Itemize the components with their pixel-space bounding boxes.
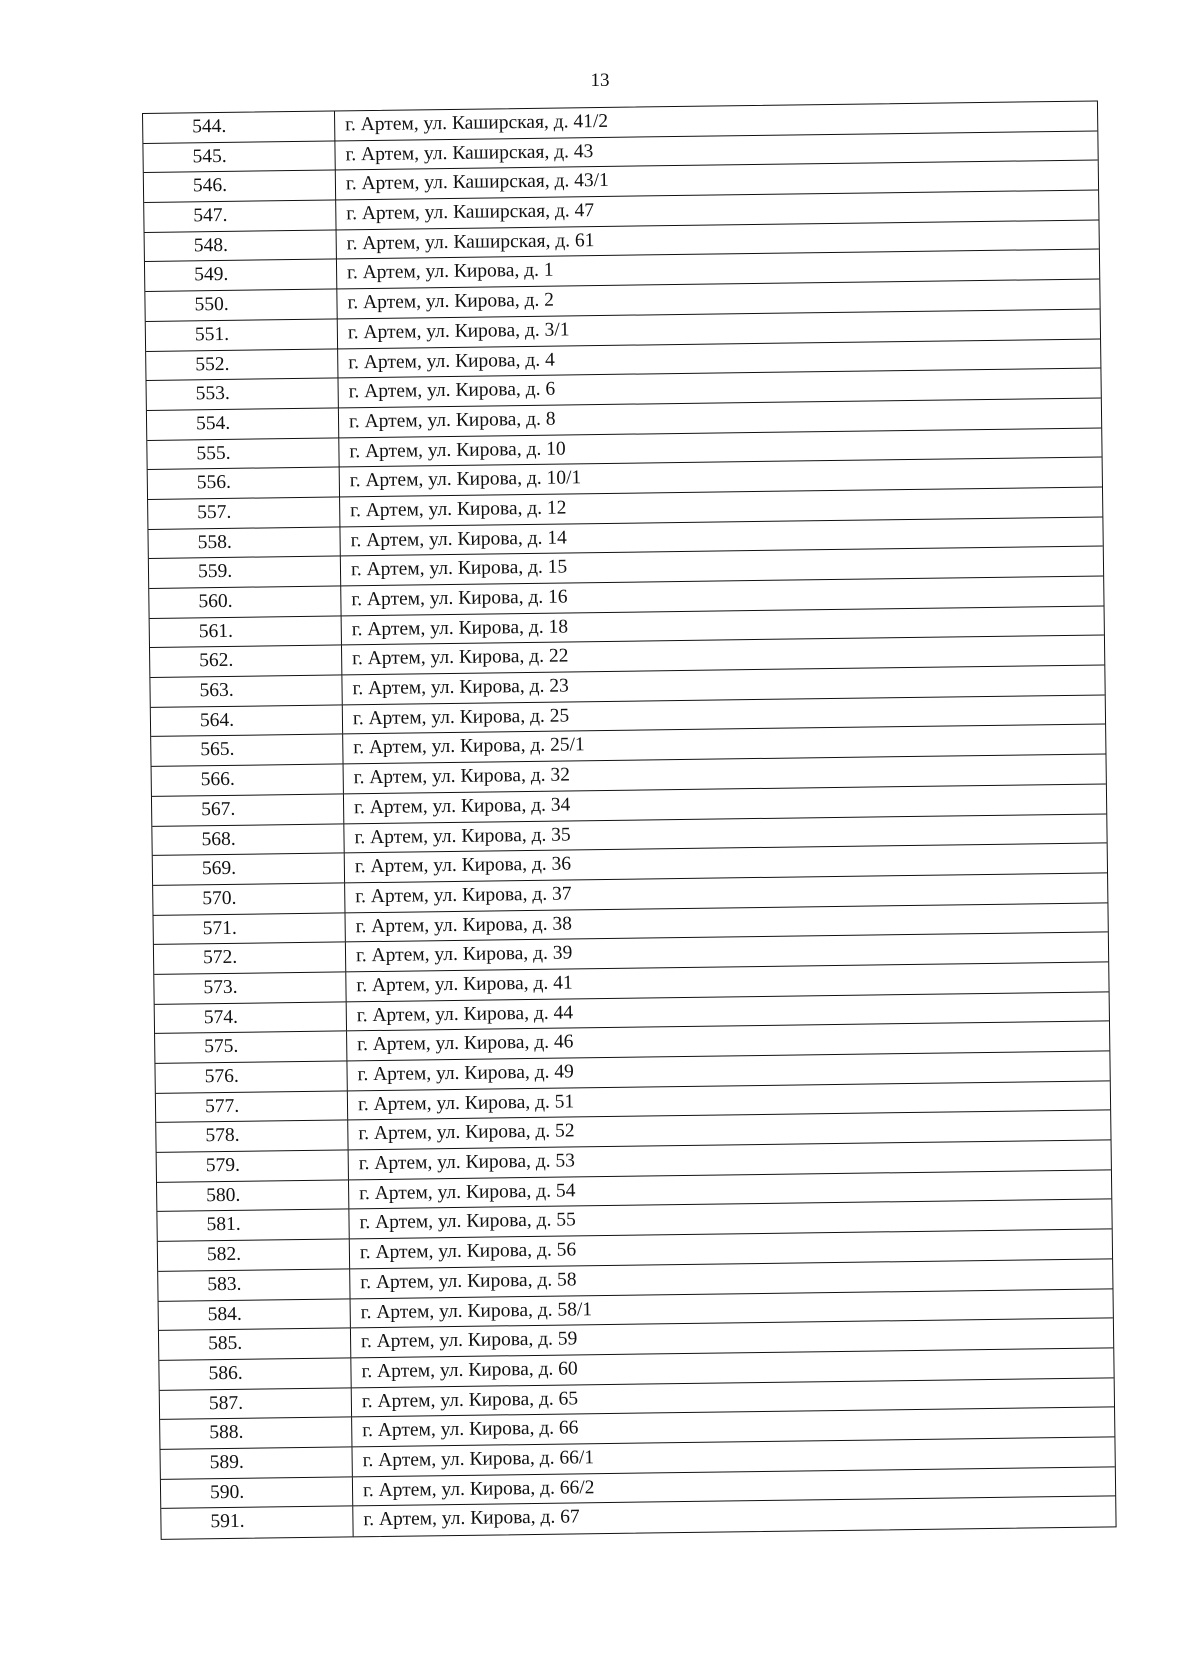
row-number-cell: 546. (144, 171, 336, 202)
row-number-cell: 545. (143, 141, 335, 172)
address-cell: г. Артем, ул. Кирова, д. 44 (356, 1002, 574, 1026)
address-cell: г. Артем, ул. Кирова, д. 36 (354, 853, 572, 878)
address-cell: г. Артем, ул. Кирова, д. 54 (359, 1180, 576, 1204)
row-number-cell: 582. (158, 1240, 350, 1271)
row-number-cell: 586. (159, 1358, 351, 1389)
address-cell: г. Артем, ул. Кирова, д. 2 (347, 289, 555, 314)
address-cell: г. Артем, ул. Кирова, д. 15 (350, 556, 568, 581)
row-number-cell: 561. (150, 616, 342, 647)
row-number-cell: 575. (155, 1032, 347, 1063)
row-number-cell: 578. (156, 1121, 348, 1152)
row-number-cell: 577. (156, 1091, 348, 1122)
address-cell: г. Артем, ул. Каширская, д. 47 (346, 200, 595, 225)
address-cell: г. Артем, ул. Кирова, д. 51 (357, 1091, 575, 1115)
row-number-cell: 588. (160, 1418, 352, 1449)
row-number-cell: 547. (144, 201, 336, 232)
address-cell: г. Артем, ул. Кирова, д. 58 (360, 1269, 577, 1294)
address-cell: г. Артем, ул. Кирова, д. 59 (360, 1328, 578, 1353)
row-number-cell: 553. (147, 379, 339, 410)
row-number-cell: 551. (146, 319, 338, 350)
address-cell: г. Артем, ул. Кирова, д. 58/1 (360, 1298, 593, 1323)
page-number: 13 (590, 70, 610, 91)
row-number-cell: 559. (149, 557, 341, 588)
row-number-cell: 580. (157, 1180, 349, 1211)
row-number-cell: 558. (148, 527, 340, 558)
row-number-cell: 555. (147, 438, 339, 469)
row-number-cell: 550. (145, 290, 337, 321)
address-cell: г. Артем, ул. Кирова, д. 49 (357, 1061, 574, 1086)
address-cell: г. Артем, ул. Кирова, д. 56 (359, 1239, 577, 1264)
row-number-cell: 556. (148, 468, 340, 499)
address-cell: г. Артем, ул. Кирова, д. 66 (362, 1417, 579, 1442)
row-number-cell: 573. (154, 972, 346, 1003)
row-number-cell: 572. (154, 943, 346, 974)
row-number-cell: 581. (157, 1210, 349, 1241)
address-cell: г. Артем, ул. Кирова, д. 53 (358, 1150, 576, 1175)
row-number-cell: 563. (150, 675, 342, 706)
address-cell: г. Артем, ул. Кирова, д. 6 (348, 378, 556, 403)
row-number-cell: 562. (150, 646, 342, 677)
address-cell: г. Артем, ул. Каширская, д. 41/2 (345, 110, 609, 136)
address-cell: г. Артем, ул. Кирова, д. 66/2 (362, 1476, 595, 1501)
address-cell: г. Артем, ул. Кирова, д. 18 (351, 616, 569, 640)
address-cell: г. Артем, ул. Кирова, д. 10 (349, 438, 566, 462)
address-cell: г. Артем, ул. Кирова, д. 39 (355, 942, 573, 967)
row-number-cell: 587. (160, 1388, 352, 1419)
address-cell: г. Артем, ул. Кирова, д. 41 (356, 972, 573, 997)
row-number-cell: 567. (152, 794, 344, 825)
address-cell: г. Артем, ул. Кирова, д. 34 (353, 794, 571, 819)
address-cell: г. Артем, ул. Кирова, д. 3/1 (347, 319, 570, 344)
address-cell: г. Артем, ул. Кирова, д. 35 (354, 823, 571, 848)
address-cell: г. Артем, ул. Каширская, д. 61 (346, 229, 595, 255)
address-cell: г. Артем, ул. Кирова, д. 55 (359, 1209, 576, 1234)
row-number-cell: 576. (155, 1061, 347, 1092)
row-number-cell: 569. (153, 854, 345, 885)
address-cell: г. Артем, ул. Кирова, д. 23 (352, 675, 569, 700)
row-number-cell: 590. (161, 1477, 353, 1508)
row-number-cell: 565. (151, 735, 343, 766)
address-cell: г. Артем, ул. Кирова, д. 12 (350, 497, 567, 522)
row-number-cell: 591. (161, 1507, 353, 1539)
address-cell: г. Артем, ул. Кирова, д. 22 (352, 645, 569, 670)
address-cell: г. Артем, ул. Кирова, д. 25 (352, 705, 570, 730)
row-number-cell: 564. (151, 705, 343, 736)
row-number-cell: 560. (149, 586, 341, 617)
row-number-cell: 574. (155, 1002, 347, 1033)
row-number-cell: 571. (154, 913, 346, 944)
address-table (142, 100, 1117, 1539)
address-cell: г. Артем, ул. Каширская, д. 43 (345, 140, 594, 166)
address-cell: г. Артем, ул. Кирова, д. 1 (346, 260, 554, 284)
address-cell: г. Артем, ул. Кирова, д. 10/1 (349, 467, 582, 492)
address-cell: г. Артем, ул. Кирова, д. 16 (351, 586, 568, 611)
row-number-cell: 583. (158, 1269, 350, 1300)
row-number-cell: 554. (147, 408, 339, 439)
address-cell: г. Артем, ул. Кирова, д. 4 (348, 349, 555, 373)
row-number-cell: 584. (159, 1299, 351, 1330)
row-number-cell: 548. (145, 230, 337, 261)
address-cell: г. Артем, ул. Кирова, д. 60 (361, 1358, 578, 1383)
row-number-cell: 585. (159, 1329, 351, 1360)
address-cell: г. Артем, ул. Кирова, д. 38 (355, 913, 573, 937)
address-cell: г. Артем, ул. Каширская, д. 43/1 (345, 170, 609, 195)
row-number-cell: 568. (152, 824, 344, 855)
row-number-cell: 566. (152, 765, 344, 796)
address-cell: г. Артем, ул. Кирова, д. 52 (358, 1120, 575, 1145)
address-cell: г. Артем, ул. Кирова, д. 14 (350, 527, 567, 551)
address-cell: г. Артем, ул. Кирова, д. 67 (363, 1506, 580, 1531)
address-cell: г. Артем, ул. Кирова, д. 65 (361, 1387, 579, 1412)
address-cell: г. Артем, ул. Кирова, д. 25/1 (353, 734, 585, 759)
row-number-cell: 552. (146, 349, 338, 380)
row-number-cell: 557. (148, 497, 340, 528)
address-cell: г. Артем, ул. Кирова, д. 32 (353, 764, 571, 789)
row-number-cell: 570. (153, 883, 345, 914)
row-number-cell: 589. (160, 1447, 352, 1478)
address-cell: г. Артем, ул. Кирова, д. 66/1 (362, 1447, 595, 1472)
address-cell: г. Артем, ул. Кирова, д. 37 (355, 883, 572, 908)
row-number-cell: 549. (145, 260, 337, 291)
row-number-cell: 579. (157, 1150, 349, 1181)
address-cell: г. Артем, ул. Кирова, д. 46 (357, 1031, 574, 1056)
row-number-cell: 544. (143, 111, 335, 142)
address-cell: г. Артем, ул. Кирова, д. 8 (348, 408, 556, 433)
